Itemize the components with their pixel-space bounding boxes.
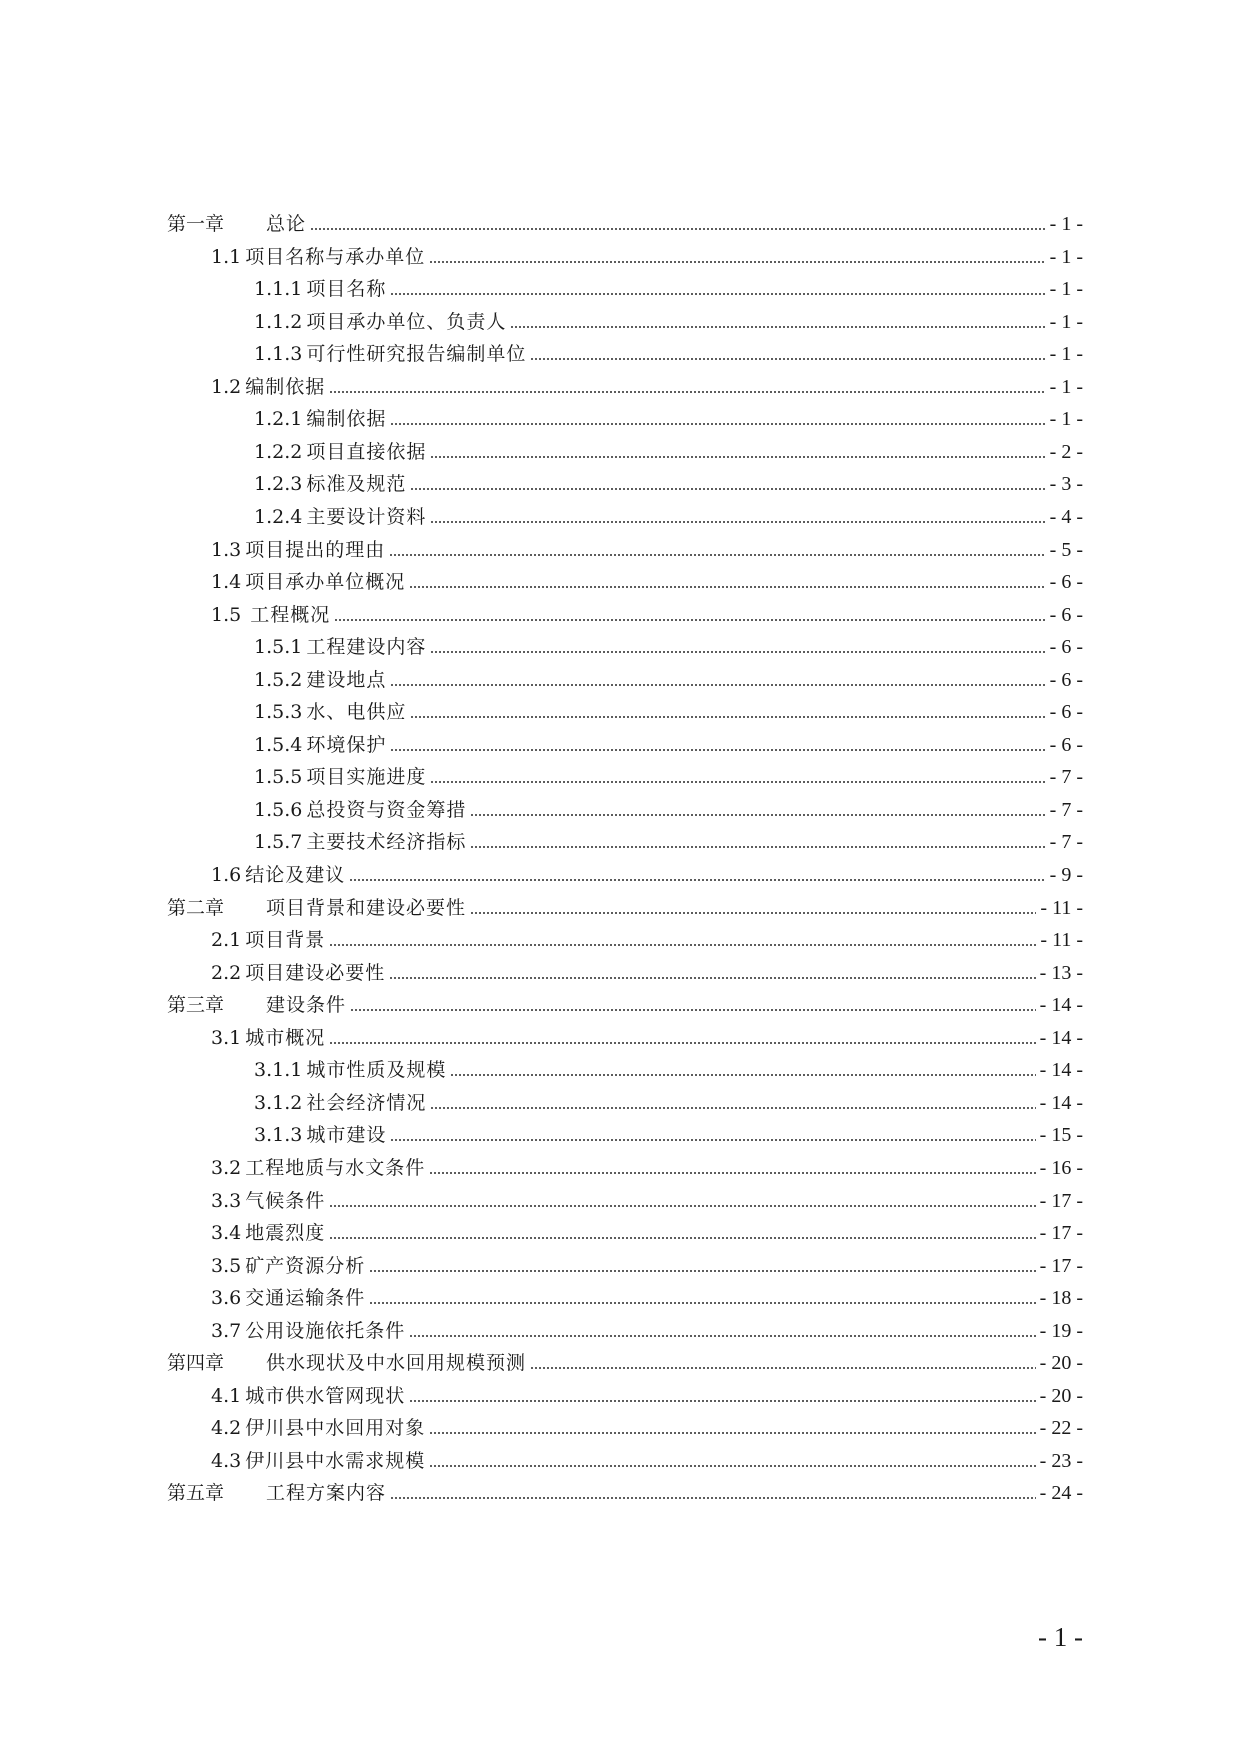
toc-subsection-entry[interactable]: [254, 338, 1083, 370]
toc-entry-number: 1.2.1: [254, 408, 303, 431]
dot-leader: [430, 1107, 1035, 1109]
toc-subsection-entry[interactable]: [254, 794, 1083, 826]
toc-entry-number: 1.5: [211, 603, 242, 626]
toc-entry-page: - 6 -: [1049, 571, 1083, 594]
toc-entry-page: - 15 -: [1039, 1124, 1083, 1147]
dot-leader: [390, 423, 1045, 425]
toc-entry-title: 标准及规范: [306, 473, 407, 496]
toc-entry-number: 第四章: [167, 1352, 225, 1375]
toc-entry-page: - 6 -: [1049, 603, 1083, 626]
toc-entry-page: - 20 -: [1039, 1352, 1083, 1375]
dot-leader: [430, 781, 1045, 783]
toc-entry-title: 项目承办单位概况: [245, 571, 406, 594]
toc-section-entry[interactable]: [211, 957, 1083, 989]
dot-leader: [409, 1335, 1035, 1337]
dot-leader: [369, 1302, 1035, 1304]
toc-entry-number: 第一章: [167, 213, 225, 235]
toc-section-entry[interactable]: [211, 1412, 1083, 1444]
toc-section-entry[interactable]: [211, 1315, 1083, 1347]
toc-section-entry[interactable]: [211, 924, 1083, 956]
toc-entry-number: 1.2.2: [254, 440, 303, 463]
toc-entry-title: 编制依据: [245, 375, 326, 398]
toc-entry-title: 建设地点: [306, 668, 387, 691]
toc-entry-page: - 6 -: [1049, 668, 1083, 691]
toc-entry-title: 项目名称与承办单位: [245, 245, 426, 268]
dot-leader: [450, 1074, 1035, 1076]
toc-entry-title: 地震烈度: [245, 1222, 326, 1245]
toc-section-entry[interactable]: [211, 1217, 1083, 1249]
toc-entry-title: 项目背景: [245, 929, 326, 952]
toc-entry-page: - 6 -: [1049, 636, 1083, 659]
toc-section-entry[interactable]: [211, 1282, 1083, 1314]
dot-leader: [389, 554, 1045, 556]
toc-subsection-entry[interactable]: [254, 1087, 1083, 1119]
toc-entry-page: - 23 -: [1039, 1449, 1083, 1472]
toc-entry-page: - 7 -: [1049, 766, 1083, 789]
toc-entry-title: 主要技术经济指标: [306, 831, 467, 854]
dot-leader: [410, 488, 1045, 490]
dot-leader: [430, 456, 1045, 458]
toc-entry-page: - 18 -: [1039, 1287, 1083, 1310]
toc-entry-number: 1.5.6: [254, 798, 303, 821]
toc-subsection-entry[interactable]: [254, 826, 1083, 858]
toc-entry-page: - 14 -: [1039, 1091, 1083, 1114]
toc-chapter-entry[interactable]: [167, 1477, 1083, 1509]
dot-leader: [530, 1367, 1036, 1369]
dot-leader: [390, 684, 1045, 686]
dot-leader: [429, 1172, 1035, 1174]
toc-entry-title: 公用设施依托条件: [245, 1319, 406, 1342]
dot-leader: [409, 1400, 1035, 1402]
toc-subsection-entry[interactable]: [254, 664, 1083, 696]
dot-leader: [350, 1009, 1036, 1011]
toc-entry-page: - 1 -: [1049, 343, 1083, 366]
toc-chapter-entry[interactable]: [167, 1347, 1083, 1379]
toc-entry-number: 1.1: [211, 245, 242, 268]
toc-section-entry[interactable]: [211, 1250, 1083, 1282]
toc-entry-number: 1.2.4: [254, 505, 303, 528]
toc-entry-page: - 7 -: [1049, 798, 1083, 821]
toc-subsection-entry[interactable]: [254, 729, 1083, 761]
toc-entry-title: 项目建设必要性: [245, 961, 386, 984]
toc-entry-number: 4.3: [211, 1449, 242, 1472]
toc-entry-number: 3.3: [211, 1189, 242, 1212]
dot-leader: [390, 1497, 1036, 1499]
toc-entry-page: - 6 -: [1049, 733, 1083, 756]
dot-leader: [430, 651, 1045, 653]
toc-entry-number: 1.5.5: [254, 766, 303, 789]
toc-section-entry[interactable]: [211, 1022, 1083, 1054]
toc-entry-title: 结论及建议: [245, 864, 346, 886]
toc-entry-title: 供水现状及中水回用规模预测: [266, 1352, 527, 1375]
toc-section-entry[interactable]: [211, 1445, 1083, 1477]
dot-leader: [310, 228, 1046, 230]
dot-leader: [409, 586, 1045, 588]
dot-leader: [430, 521, 1045, 523]
toc-entry-number: 3.4: [211, 1222, 242, 1245]
toc-entry-page: - 1 -: [1049, 375, 1083, 398]
toc-entry-number: 1.2: [211, 375, 242, 398]
toc-section-entry[interactable]: [211, 534, 1083, 566]
toc-subsection-entry[interactable]: [254, 696, 1083, 728]
toc-entry-title: 编制依据: [306, 408, 387, 431]
toc-entry-title: 工程方案内容: [266, 1482, 387, 1505]
toc-entry-page: - 22 -: [1039, 1417, 1083, 1440]
toc-entry-number: 1.5.2: [254, 668, 303, 691]
toc-entry-title: 项目承办单位、负责人: [306, 310, 507, 333]
toc-entry-title: 城市建设: [306, 1124, 387, 1147]
toc-entry-title: 交通运输条件: [245, 1287, 366, 1310]
toc-entry-page: - 11 -: [1040, 896, 1083, 919]
toc-entry-page: - 14 -: [1039, 1059, 1083, 1082]
dot-leader: [390, 293, 1045, 295]
toc-entry-number: 4.2: [211, 1417, 242, 1440]
toc-entry-page: - 1 -: [1049, 408, 1083, 431]
toc-subsection-entry[interactable]: [254, 436, 1083, 468]
toc-entry-number: 1.4: [211, 571, 242, 594]
toc-entry-title: 城市供水管网现状: [245, 1384, 406, 1407]
toc-entry-page: - 24 -: [1039, 1482, 1083, 1505]
toc-entry-title: 项目实施进度: [306, 766, 427, 789]
toc-entry-title: 伊川县中水需求规模: [245, 1449, 426, 1472]
dot-leader: [510, 326, 1045, 328]
toc-entry-number: 3.6: [211, 1287, 242, 1310]
toc-section-entry[interactable]: [211, 241, 1083, 273]
toc-entry-title: 伊川县中水回用对象: [245, 1417, 426, 1440]
toc-entry-page: - 11 -: [1040, 929, 1083, 952]
toc-entry-number: 1.5.3: [254, 701, 303, 724]
toc-entry-number: 1.5.1: [254, 636, 303, 659]
toc-entry-page: - 4 -: [1049, 505, 1083, 528]
toc-entry-number: 3.7: [211, 1319, 242, 1342]
toc-subsection-entry[interactable]: [254, 1119, 1083, 1151]
dot-leader: [429, 1465, 1035, 1467]
toc-entry-title: 建设条件: [266, 994, 347, 1017]
toc-entry-title: 气候条件: [245, 1189, 326, 1212]
toc-entry-title: 主要设计资料: [306, 505, 427, 528]
dot-leader: [390, 1139, 1035, 1141]
dot-leader: [369, 1270, 1035, 1272]
toc-entry-number: 第三章: [167, 994, 225, 1017]
toc-entry-title: 矿产资源分析: [245, 1254, 366, 1277]
toc-section-entry[interactable]: [211, 371, 1083, 403]
toc-entry-number: 1.1.2: [254, 310, 303, 333]
dot-leader: [329, 1042, 1035, 1044]
toc-entry-number: 3.1.2: [254, 1091, 303, 1114]
toc-subsection-entry[interactable]: [254, 468, 1083, 500]
toc-entry-number: 第五章: [167, 1482, 225, 1505]
toc-entry-number: 1.5.7: [254, 831, 303, 854]
toc-entry-page: - 1 -: [1049, 213, 1083, 235]
dot-leader: [429, 261, 1045, 263]
toc-entry-page: - 5 -: [1049, 538, 1083, 561]
dot-leader: [329, 391, 1045, 393]
dot-leader: [334, 619, 1045, 621]
toc-entry-title: 项目名称: [306, 278, 387, 301]
dot-leader: [329, 944, 1036, 946]
dot-leader: [470, 912, 1036, 914]
toc-entry-page: - 13 -: [1039, 961, 1083, 984]
toc-entry-title: 项目提出的理由: [245, 538, 386, 561]
toc-entry-number: 1.1.1: [254, 278, 303, 301]
toc-chapter-entry[interactable]: [167, 989, 1083, 1021]
toc-section-entry[interactable]: [211, 1380, 1083, 1412]
toc-section-entry[interactable]: [211, 859, 1083, 891]
toc-entry-page: - 6 -: [1049, 701, 1083, 724]
toc-entry-title: 城市性质及规模: [306, 1059, 447, 1082]
toc-entry-page: - 1 -: [1049, 278, 1083, 301]
toc-entry-page: - 2 -: [1049, 440, 1083, 463]
toc-entry-number: 1.5.4: [254, 733, 303, 756]
toc-entry-number: 第二章: [167, 896, 225, 919]
dot-leader: [530, 358, 1045, 360]
toc-subsection-entry[interactable]: [254, 306, 1083, 338]
toc-entry-title: 可行性研究报告编制单位: [306, 343, 527, 366]
page-number: - 1 -: [1038, 1622, 1083, 1652]
toc-entry-number: 1.6: [211, 864, 242, 886]
toc-section-entry[interactable]: [211, 566, 1083, 598]
toc-entry-page: - 17 -: [1039, 1222, 1083, 1245]
toc-entry-page: - 16 -: [1039, 1156, 1083, 1179]
toc-entry-title: 城市概况: [245, 1026, 326, 1049]
toc-entry-number: 1.2.3: [254, 473, 303, 496]
toc-entry-number: 1.1.3: [254, 343, 303, 366]
toc-entry-title: 工程概况: [250, 603, 331, 626]
toc-entry-number: 3.2: [211, 1156, 242, 1179]
toc-entry-title: 环境保护: [306, 733, 387, 756]
toc-subsection-entry[interactable]: [254, 761, 1083, 793]
toc-entry-page: - 20 -: [1039, 1384, 1083, 1407]
dot-leader: [329, 1237, 1035, 1239]
toc-section-entry[interactable]: [211, 1152, 1083, 1184]
toc-entry-number: 3.1: [211, 1026, 242, 1049]
dot-leader: [429, 1432, 1035, 1434]
toc-entry-page: - 14 -: [1039, 1026, 1083, 1049]
dot-leader: [470, 846, 1045, 848]
toc-subsection-entry[interactable]: [254, 403, 1083, 435]
dot-leader: [470, 814, 1045, 816]
toc-entry-title: 总投资与资金筹措: [306, 798, 467, 821]
toc-entry-number: 3.1.1: [254, 1059, 303, 1082]
toc-entry-number: 2.2: [211, 961, 242, 984]
toc-entry-page: - 17 -: [1039, 1189, 1083, 1212]
toc-section-entry[interactable]: [211, 1185, 1083, 1217]
toc-section-entry[interactable]: [211, 599, 1083, 631]
toc-entry-title: 项目直接依据: [306, 440, 427, 463]
toc-chapter-entry[interactable]: [167, 892, 1083, 924]
toc-subsection-entry[interactable]: [254, 1054, 1083, 1086]
toc-entry-title: 工程建设内容: [306, 636, 427, 659]
toc-entry-title: 社会经济情况: [306, 1091, 427, 1114]
toc-entry-page: - 1 -: [1049, 310, 1083, 333]
dot-leader: [349, 879, 1045, 881]
toc-entry-page: - 17 -: [1039, 1254, 1083, 1277]
dot-leader: [329, 1205, 1035, 1207]
toc-subsection-entry[interactable]: [254, 501, 1083, 533]
toc-entry-number: 1.3: [211, 538, 242, 561]
toc-entry-number: 4.1: [211, 1384, 242, 1407]
dot-leader: [410, 716, 1045, 718]
toc-entry-number: 3.5: [211, 1254, 242, 1277]
toc-entry-title: 总论: [266, 213, 307, 235]
dot-leader: [389, 977, 1035, 979]
toc-chapter-entry[interactable]: [167, 208, 1083, 240]
toc-entry-page: - 9 -: [1049, 864, 1083, 886]
toc-subsection-entry[interactable]: [254, 273, 1083, 305]
toc-entry-page: - 19 -: [1039, 1319, 1083, 1342]
toc-entry-page: - 3 -: [1049, 473, 1083, 496]
toc-entry-title: 项目背景和建设必要性: [266, 896, 467, 919]
toc-entry-page: - 7 -: [1049, 831, 1083, 854]
dot-leader: [390, 749, 1045, 751]
toc-entry-title: 水、电供应: [306, 701, 407, 724]
toc-entry-number: 2.1: [211, 929, 242, 952]
toc-entry-number: 3.1.3: [254, 1124, 303, 1147]
toc-entry-title: 工程地质与水文条件: [245, 1156, 426, 1179]
toc-entry-page: - 1 -: [1049, 245, 1083, 268]
toc-entry-page: - 14 -: [1039, 994, 1083, 1017]
toc-subsection-entry[interactable]: [254, 631, 1083, 663]
